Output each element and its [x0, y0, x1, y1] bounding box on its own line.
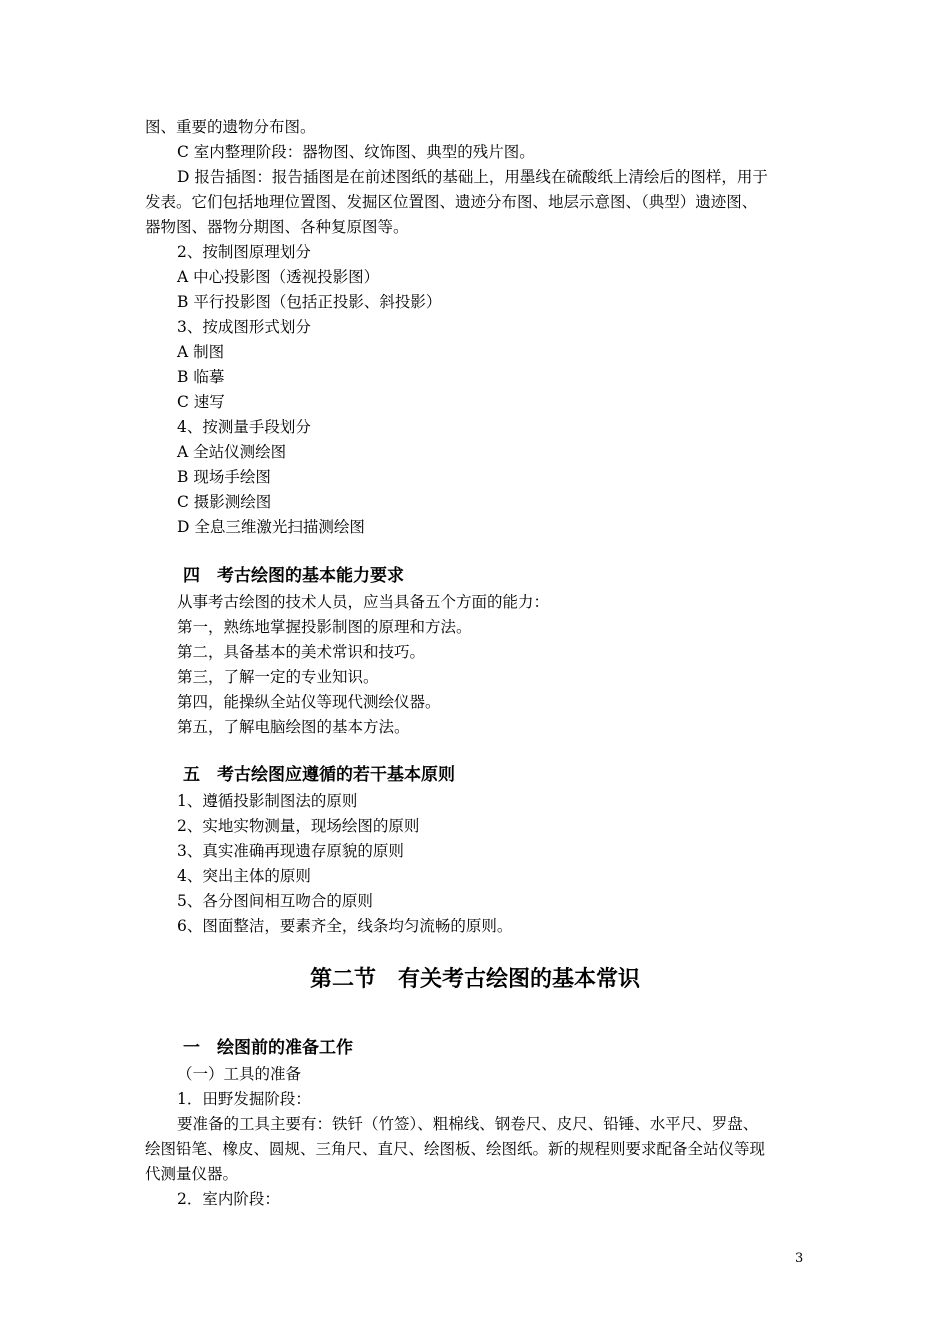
text-line: D 报告插图：报告插图是在前述图纸的基础上，用墨线在硫酸纸上清绘后的图样，用于 [177, 168, 768, 186]
section-heading: 四 考古绘图的基本能力要求 [183, 566, 404, 586]
text-line: 3、按成图形式划分 [177, 318, 311, 336]
text-line: 2．室内阶段： [177, 1190, 280, 1208]
text-line: 3、真实准确再现遗存原貌的原则 [177, 842, 404, 860]
text-line: 5、各分图间相互吻合的原则 [177, 892, 373, 910]
chapter-heading: 第二节 有关考古绘图的基本常识 [309, 967, 640, 992]
text-line: C 室内整理阶段：器物图、纹饰图、典型的残片图。 [177, 143, 535, 161]
text-line: C 速写 [177, 393, 225, 411]
text-line: 代测量仪器。 [145, 1165, 239, 1183]
text-line: B 临摹 [177, 368, 225, 386]
text-line: 发表。它们包括地理位置图、发掘区位置图、遗迹分布图、地层示意图、（典型）遗迹图、 [145, 193, 758, 211]
text-line: A 中心投影图（透视投影图） [177, 268, 380, 286]
text-line: 绘图铅笔、橡皮、圆规、三角尺、直尺、绘图板、绘图纸。新的规程则要求配备全站仪等现 [145, 1140, 766, 1158]
text-line: B 平行投影图（包括正投影、斜投影） [177, 293, 442, 311]
text-line: 第五，了解电脑绘图的基本方法。 [177, 718, 410, 736]
text-line: 第一，熟练地掌握投影制图的原理和方法。 [177, 618, 472, 636]
text-line: D 全息三维激光扫描测绘图 [177, 518, 365, 536]
text-line: C 摄影测绘图 [177, 493, 272, 511]
section-heading: 五 考古绘图应遵循的若干基本原则 [183, 765, 455, 785]
text-line: 要准备的工具主要有：铁钎（竹签）、粗棉线、钢卷尺、皮尺、铅锤、水平尺、罗盘、 [177, 1115, 759, 1133]
text-line: 从事考古绘图的技术人员，应当具备五个方面的能力： [177, 593, 550, 611]
text-line: A 全站仪测绘图 [177, 443, 287, 461]
text-line: 6、图面整洁，要素齐全，线条均匀流畅的原则。 [177, 917, 513, 935]
text-line: 第二，具备基本的美术常识和技巧。 [177, 643, 426, 661]
section-heading: 一 绘图前的准备工作 [183, 1038, 353, 1058]
text-line: A 制图 [177, 343, 225, 361]
text-line: 4、突出主体的原则 [177, 867, 311, 885]
page-number: 3 [795, 1251, 804, 1266]
text-line: 第三，了解一定的专业知识。 [177, 668, 379, 686]
text-line: 1．田野发掘阶段： [177, 1090, 311, 1108]
text-line: （一）工具的准备 [177, 1065, 302, 1083]
text-line: B 现场手绘图 [177, 468, 271, 486]
text-line: 1、遵循投影制图法的原则 [177, 792, 358, 810]
text-line: 2、按制图原理划分 [177, 243, 311, 261]
text-line: 4、按测量手段划分 [177, 418, 311, 436]
text-line: 第四，能操纵全站仪等现代测绘仪器。 [177, 693, 441, 711]
text-line: 图、重要的遗物分布图。 [145, 118, 316, 136]
text-line: 2、实地实物测量，现场绘图的原则 [177, 817, 420, 835]
text-line: 器物图、器物分期图、各种复原图等。 [145, 218, 409, 236]
